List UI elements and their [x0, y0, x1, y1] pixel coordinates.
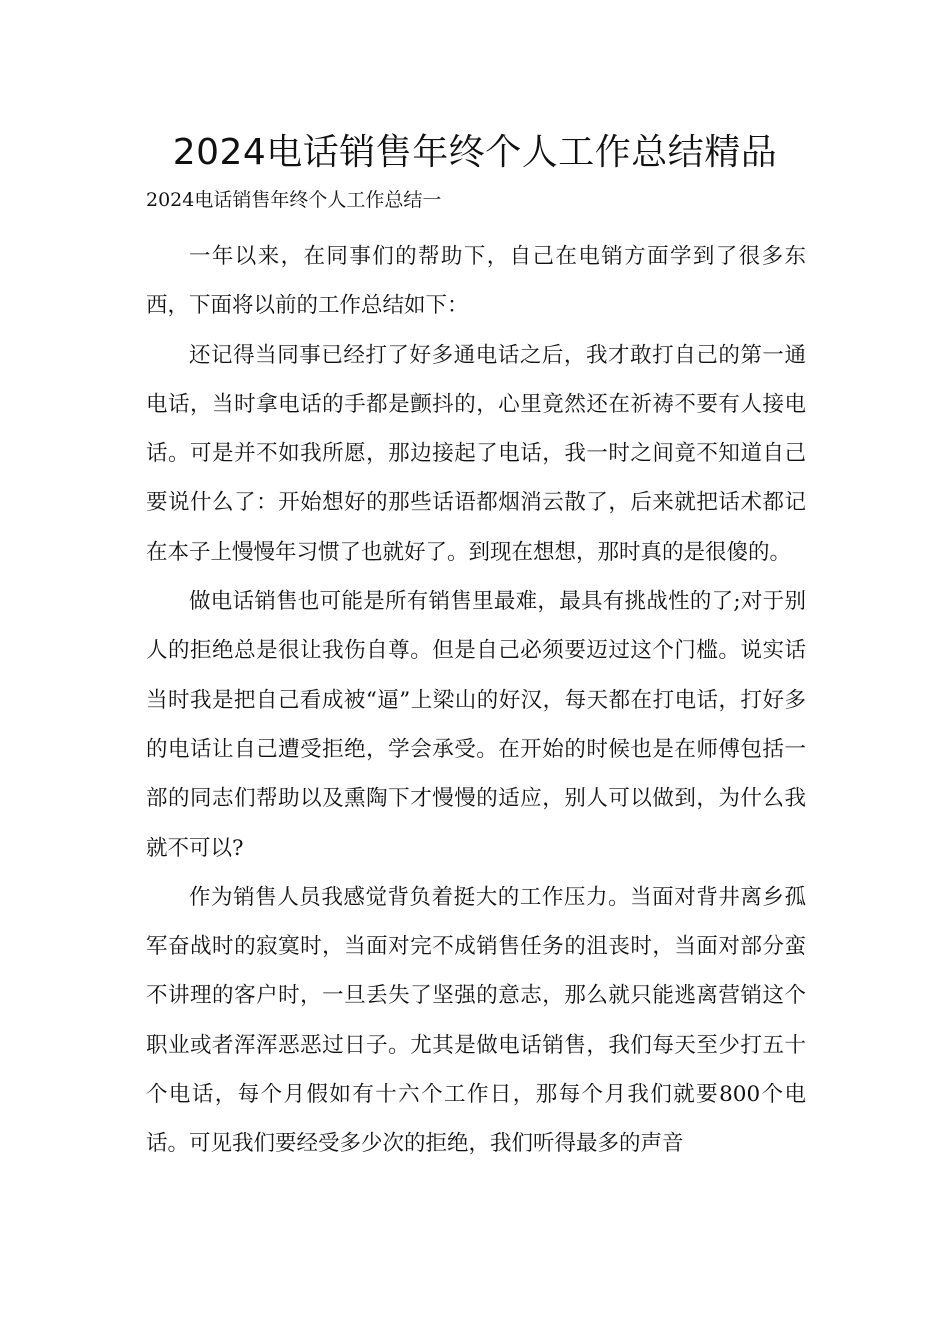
document-body — [146, 232, 806, 1169]
section-heading: 2024电话销售年终个人工作总结一 — [146, 189, 442, 211]
paragraph-1: 一年以来，在同事们的帮助下，自己在电销方面学到了很多东西，下面将以前的工作总结如下： — [146, 244, 806, 319]
paragraph-4: 作为销售人员我感觉背负着挺大的工作压力。当面对背井离乡孤军奋战时的寂寞时，当面对完不成销售任务的沮丧时，当面对部分蛮不讲理的客户时，一旦丢失了坚强的意志，那么就只能逃离营销这个职业或者浑浑恶恶过日子。尤其是做电话销售，我们每天至少打五十个电话，每个月假如有十六个工作日，那每个月我们就要800个电话。可见我们要经受多少次的拒绝，我们听得最多的声音 — [146, 884, 806, 1157]
paragraph-2: 还记得当同事已经打了好多通电话之后，我才敢打自己的第一通电话，当时拿电话的手都是颤抖的，心里竟然还在祈祷不要有人接电话。可是并不如我所愿，那边接起了电话，我一时之间竟不知道自己要说什么了：开始想好的那些话语都烟消云散了，后来就把话术都记在本子上慢慢年习惯了也就好了。到现在想想，那时真的是很傻的。 — [146, 342, 806, 565]
document-title: 2024电话销售年终个人工作总结精品 — [172, 132, 778, 173]
paragraph-3: 做电话销售也可能是所有销售里最难，最具有挑战性的了;对于别人的拒绝总是很让我伤自尊。但是自己必须要迈过这个门槛。说实话当时我是把自己看成被“逼”上梁山的好汉，每天都在打电话，打好多的电话让自己遭受拒绝，学会承受。在开始的时候也是在师傅包括一部的同志们帮助以及熏陶下才慢慢的适应，别人可以做到，为什么我就不可以? — [146, 589, 806, 861]
